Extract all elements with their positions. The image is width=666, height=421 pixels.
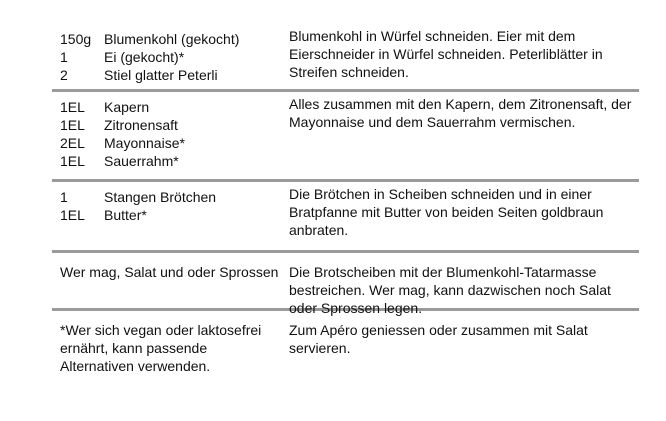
recipe-step-5 [52,311,639,383]
ingredient-row [60,30,280,48]
instruction-text: Die Brötchen in Scheiben schneiden und in einer Bratpfanne mit Butter von beiden Seiten goldbraun anbraten. [289,186,604,238]
ingredient-row [60,66,280,84]
ingredient-list [60,98,280,170]
instruction-text: Die Brotscheiben mit der Blumenkohl-Tatarmasse bestreichen. Wer mag, kann dazwischen noch Salat oder Sprossen legen. [289,264,611,316]
ingredient-qty: 1EL [60,99,85,115]
footnote-text: *Wer sich vegan oder laktosefrei ernährt, kann passende Alternativen verwenden. [60,322,262,374]
ingredient-name: Butter* [104,207,147,223]
instruction-text: Blumenkohl in Würfel schneiden. Eier mit dem Eierschneider in Würfel schneiden. Peterliblätter in Streifen schneiden. [289,28,603,80]
ingredient-note: Wer mag, Salat und oder Sprossen [60,264,279,280]
ingredient-qty: 1EL [60,207,85,223]
recipe-step-4 [52,253,639,316]
ingredient-qty: 1 [60,49,68,65]
ingredient-row [60,116,280,134]
recipe-step-1 [52,24,639,89]
ingredient-name: Sauerrahm* [104,153,179,169]
ingredient-qty: 2 [60,67,68,83]
ingredient-name: Blumenkohl (gekocht) [104,31,240,47]
recipe-table [52,24,639,383]
ingredient-qty: 2EL [60,135,85,151]
ingredient-qty: 150g [60,31,92,47]
ingredient-name: Zitronensaft [104,117,178,133]
ingredient-row [60,134,280,152]
ingredient-name: Stangen Brötchen [104,189,217,205]
ingredient-row [60,152,280,170]
ingredient-list [60,30,280,84]
ingredient-qty: 1EL [60,117,85,133]
ingredient-row [60,206,280,224]
ingredient-name: Kapern [104,99,150,115]
recipe-step-3 [52,182,639,250]
ingredient-row [60,48,280,66]
recipe-step-2 [52,92,639,179]
ingredient-list [60,188,280,224]
ingredient-row [60,188,280,206]
ingredient-name: Mayonnaise* [104,135,185,151]
instruction-text: Zum Apéro geniessen oder zusammen mit Salat servieren. [289,322,588,356]
ingredient-name: Ei (gekocht)* [104,49,185,65]
ingredient-qty: 1EL [60,153,85,169]
ingredient-name: Stiel glatter Peterli [104,67,218,83]
ingredient-row [60,98,280,116]
ingredient-qty: 1 [60,189,68,205]
instruction-text: Alles zusammen mit den Kapern, dem Zitronensaft, der Mayonnaise und dem Sauerrahm vermischen. [289,96,632,130]
